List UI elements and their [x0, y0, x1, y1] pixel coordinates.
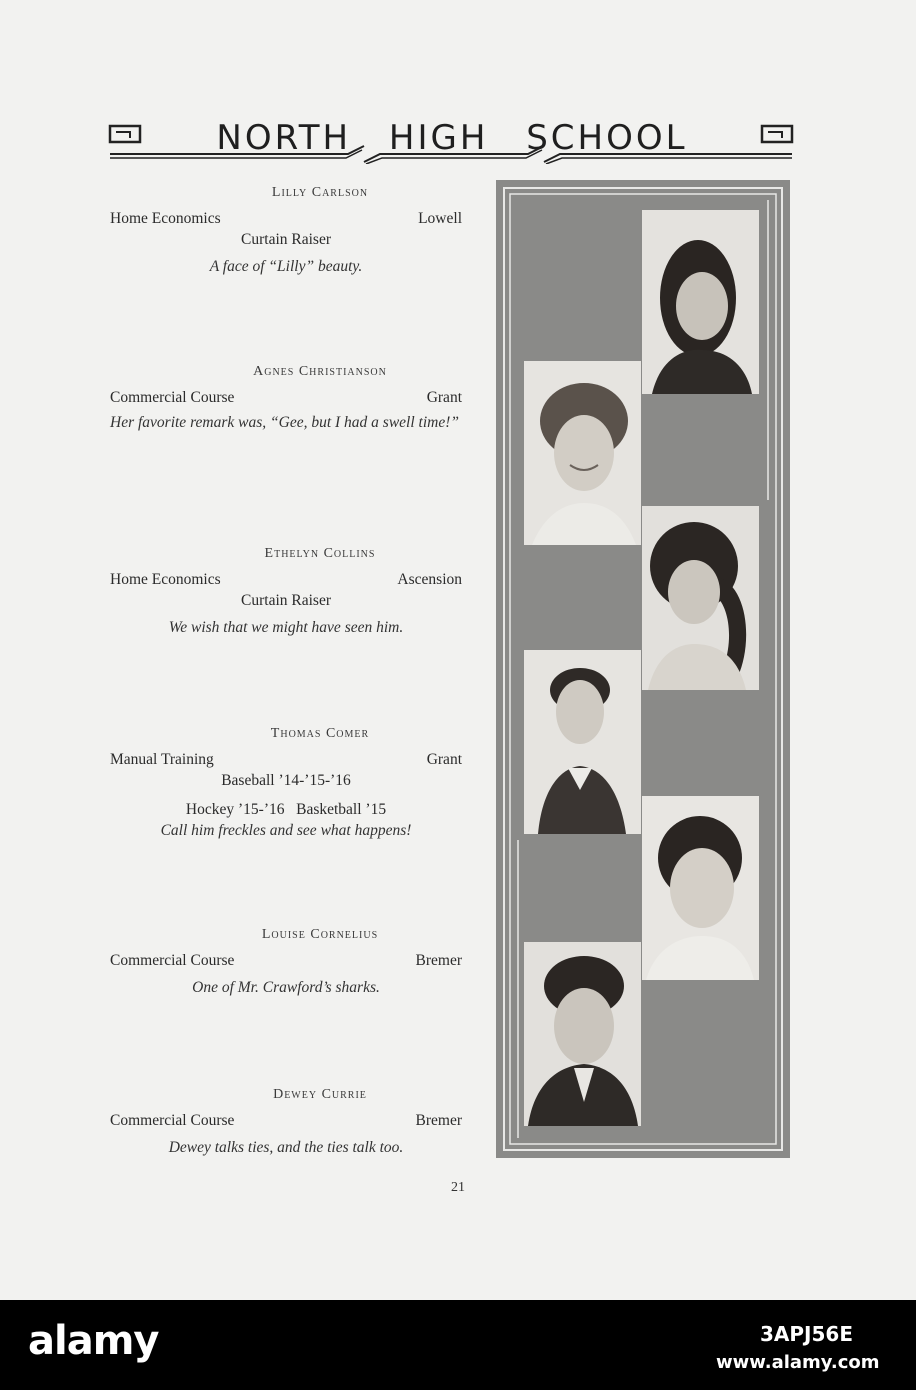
quote: One of Mr. Crawford’s sharks.	[192, 979, 380, 996]
school: Grant	[426, 389, 462, 406]
activity: Curtain Raiser	[241, 592, 331, 609]
portrait-photo	[642, 796, 759, 980]
image-id: 3APJ56E	[760, 1322, 853, 1346]
course: Home Economics	[110, 210, 221, 227]
photo-panel	[496, 180, 790, 1158]
quote: A face of “Lilly” beauty.	[209, 258, 363, 275]
activity: Baseball ’14-’15-’16	[221, 772, 351, 789]
course: Manual Training	[110, 751, 214, 768]
school: Ascension	[397, 571, 462, 588]
student-name: Lilly Carlson	[271, 185, 369, 200]
student-name: Agnes Christianson	[253, 364, 387, 379]
photo-thomas-comer	[524, 650, 641, 834]
student-entry	[110, 543, 462, 638]
school: Bremer	[415, 952, 462, 969]
page-number: 21	[451, 1180, 465, 1195]
quote: Call him freckles and see what happens!	[160, 822, 412, 839]
alamy-logo: alamy	[28, 1318, 159, 1364]
course-row	[110, 569, 462, 590]
watermark-footer	[0, 1300, 916, 1390]
student-name: Louise Cornelius	[261, 927, 379, 942]
page-header	[108, 118, 794, 164]
quote: We wish that we might have seen him.	[168, 619, 404, 636]
portrait-photo	[524, 361, 641, 545]
course-row	[110, 1110, 462, 1131]
portrait-photo	[524, 942, 641, 1126]
student-name: Ethelyn Collins	[264, 546, 376, 561]
student-entry	[110, 1084, 462, 1158]
student-name: Thomas Comer	[270, 726, 370, 741]
page-title: NORTH HIGH SCHOOL	[216, 118, 688, 158]
portrait-photo	[642, 506, 759, 690]
course: Commercial Course	[110, 389, 235, 406]
photo-lilly-carlson	[642, 210, 759, 394]
course: Home Economics	[110, 571, 221, 588]
course-row	[110, 950, 462, 971]
course-row	[110, 749, 462, 770]
quote: Her favorite remark was, “Gee, but I had a swell time!”	[110, 414, 459, 431]
student-entry	[110, 723, 462, 841]
student-entry	[110, 924, 462, 998]
school: Lowell	[418, 210, 462, 227]
student-entry	[110, 182, 462, 277]
photo-louise-cornelius	[642, 796, 759, 980]
course: Commercial Course	[110, 952, 235, 969]
course-row	[110, 387, 462, 408]
course-row	[110, 208, 462, 229]
photo-ethelyn-collins	[642, 506, 759, 690]
photo-dewey-currie	[524, 942, 641, 1126]
photo-agnes-christianson	[524, 361, 641, 545]
student-name: Dewey Currie	[273, 1087, 367, 1102]
course: Commercial Course	[110, 1112, 235, 1129]
school: Grant	[426, 751, 462, 768]
quote: Dewey talks ties, and the ties talk too.	[168, 1139, 404, 1156]
school: Bremer	[415, 1112, 462, 1129]
activity: Hockey ’15-’16 Basketball ’15	[185, 801, 387, 818]
activity: Curtain Raiser	[241, 231, 331, 248]
portrait-photo	[642, 210, 759, 394]
portrait-photo	[524, 650, 641, 834]
student-entry	[110, 361, 462, 433]
site-url: www.alamy.com	[716, 1352, 880, 1373]
